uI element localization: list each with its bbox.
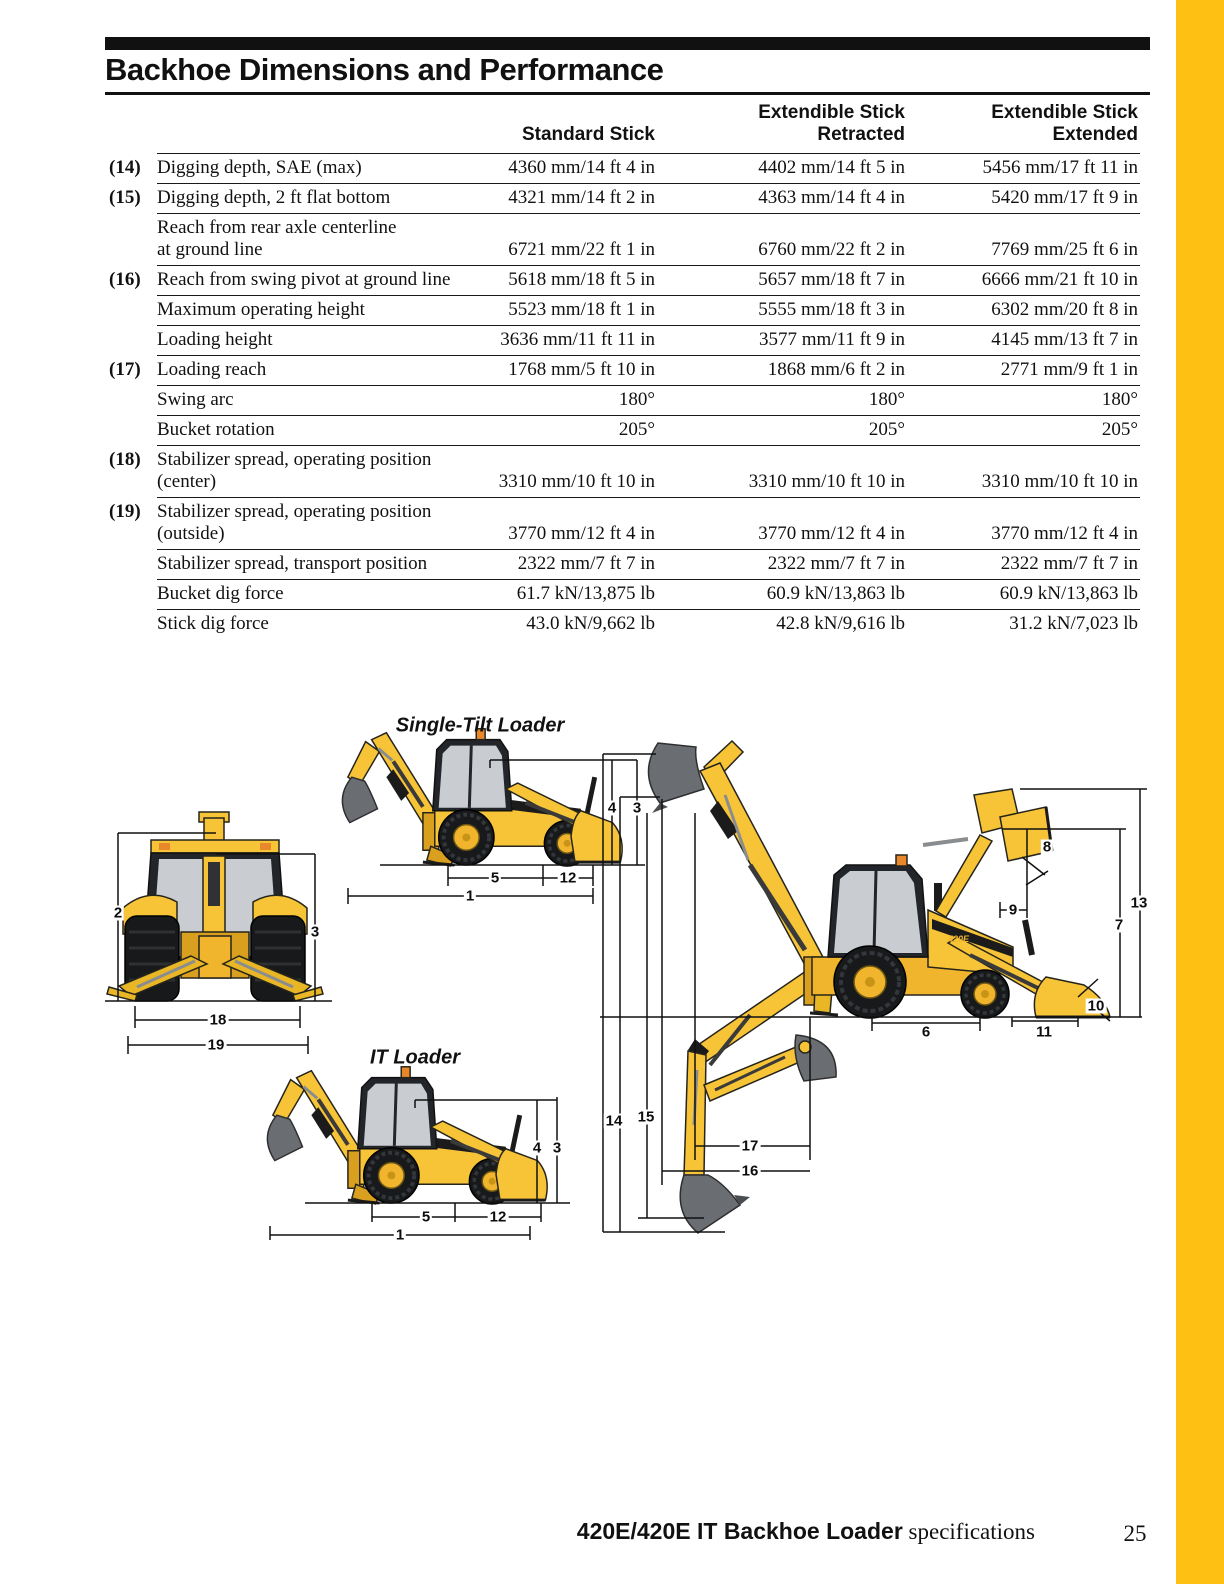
table-row: (17) Loading reach 1768 mm/5 ft 10 in 1868 mm/6 ft 2 in 2771 mm/9 ft 1 in [105, 356, 1140, 386]
header-label [157, 100, 467, 154]
dim-label-3: 3 [310, 923, 320, 941]
it-loader-title: IT Loader [369, 1046, 461, 1069]
diagram-backhoe-working-range [600, 705, 1165, 1235]
header-num [105, 100, 157, 154]
table-header-row [105, 100, 1140, 154]
table-row: Stabilizer spread, transport position 2322 mm/7 ft 7 in 2322 mm/7 ft 7 in 2322 mm/7 ft 7 in [105, 550, 1140, 580]
dim-label-1: 1 [395, 1226, 405, 1244]
footer-model: 420E/420E IT Backhoe Loader [576, 1518, 903, 1544]
table-row: (19) Stabilizer spread, operating position (outside) 3770 mm/12 ft 4 in 3770 mm/12 ft 4 in 3770 mm/12 ft 4 in [105, 498, 1140, 550]
dim-label-11: 11 [1036, 1023, 1052, 1041]
dim-label-4: 4 [532, 1139, 542, 1157]
footer-section: specifications [902, 1519, 1035, 1544]
dim-label-12: 12 [559, 869, 577, 887]
table-row: Bucket dig force 61.7 kN/13,875 lb 60.9 kN/13,863 lb 60.9 kN/13,863 lb [105, 580, 1140, 610]
model-decal: 420E [948, 934, 970, 944]
dim-label-4: 4 [607, 799, 617, 817]
dim-label-3: 3 [632, 799, 642, 817]
title-rule [105, 92, 1150, 95]
table-row: Loading height 3636 mm/11 ft 11 in 3577 mm/11 ft 9 in 4145 mm/13 ft 7 in [105, 326, 1140, 356]
dim-label-14: 14 [605, 1112, 623, 1130]
header-standard-stick: Standard Stick [521, 124, 655, 145]
diagram-it-loader [255, 1030, 585, 1244]
dim-label-17: 17 [741, 1137, 759, 1155]
dim-label-1: 1 [465, 887, 475, 905]
table-row: Stick dig force 43.0 kN/9,662 lb 42.8 kN/9,616 lb 31.2 kN/7,023 lb [105, 610, 1140, 640]
dim-label-6: 6 [921, 1023, 931, 1041]
footer [105, 1518, 1035, 1545]
dim-label-5: 5 [421, 1208, 431, 1226]
table-row: (14) Digging depth, SAE (max) 4360 mm/14 ft 4 in 4402 mm/14 ft 5 in 5456 mm/17 ft 11 in [105, 154, 1140, 184]
accent-stripe [1176, 0, 1224, 1584]
table-row: Reach from rear axle centerline at ground line 6721 mm/22 ft 1 in 6760 mm/22 ft 2 in 7769 mm/25 ft 6 in [105, 214, 1140, 266]
table-row: (16) Reach from swing pivot at ground line 5618 mm/18 ft 5 in 5657 mm/18 ft 7 in 6666 mm/21 ft 10 in [105, 266, 1140, 296]
dim-label-9: 9 [1008, 901, 1018, 919]
dim-label-7: 7 [1114, 916, 1124, 934]
backhoe-working-range-illustration [600, 705, 1165, 1235]
dim-label-5: 5 [490, 869, 500, 887]
dim-label-2: 2 [113, 904, 123, 922]
dim-label-12: 12 [489, 1208, 507, 1226]
header-ext-extended: Extendible Stick Extended [991, 102, 1138, 145]
diagram-rear-view [95, 810, 340, 1060]
dim-label-13: 13 [1130, 894, 1148, 912]
title-bar [105, 37, 1150, 50]
dim-label-10: 10 [1087, 997, 1105, 1015]
table-row: (15) Digging depth, 2 ft flat bottom 4321 mm/14 ft 2 in 4363 mm/14 ft 4 in 5420 mm/17 ft 9 in [105, 184, 1140, 214]
single-tilt-title: Single-Tilt Loader [395, 714, 565, 737]
page-title: Backhoe Dimensions and Performance [105, 52, 664, 87]
spec-table [105, 100, 1140, 639]
table-row: Maximum operating height 5523 mm/18 ft 1 in 5555 mm/18 ft 3 in 6302 mm/20 ft 8 in [105, 296, 1140, 326]
table-row: Swing arc 180° 180° 180° [105, 386, 1140, 416]
page-number: 25 [1123, 1521, 1147, 1546]
dim-label-16: 16 [741, 1162, 759, 1180]
dim-label-3: 3 [552, 1139, 562, 1157]
dim-label-19: 19 [207, 1036, 225, 1054]
dim-label-15: 15 [637, 1108, 655, 1126]
table-row: Bucket rotation 205° 205° 205° [105, 416, 1140, 446]
header-ext-retracted: Extendible Stick Retracted [758, 102, 905, 145]
table-row: (18) Stabilizer spread, operating position (center) 3310 mm/10 ft 10 in 3310 mm/10 ft 10 in 3310 mm/10 ft 10 in [105, 446, 1140, 498]
dim-label-8: 8 [1042, 838, 1052, 856]
dim-label-18: 18 [209, 1011, 227, 1029]
